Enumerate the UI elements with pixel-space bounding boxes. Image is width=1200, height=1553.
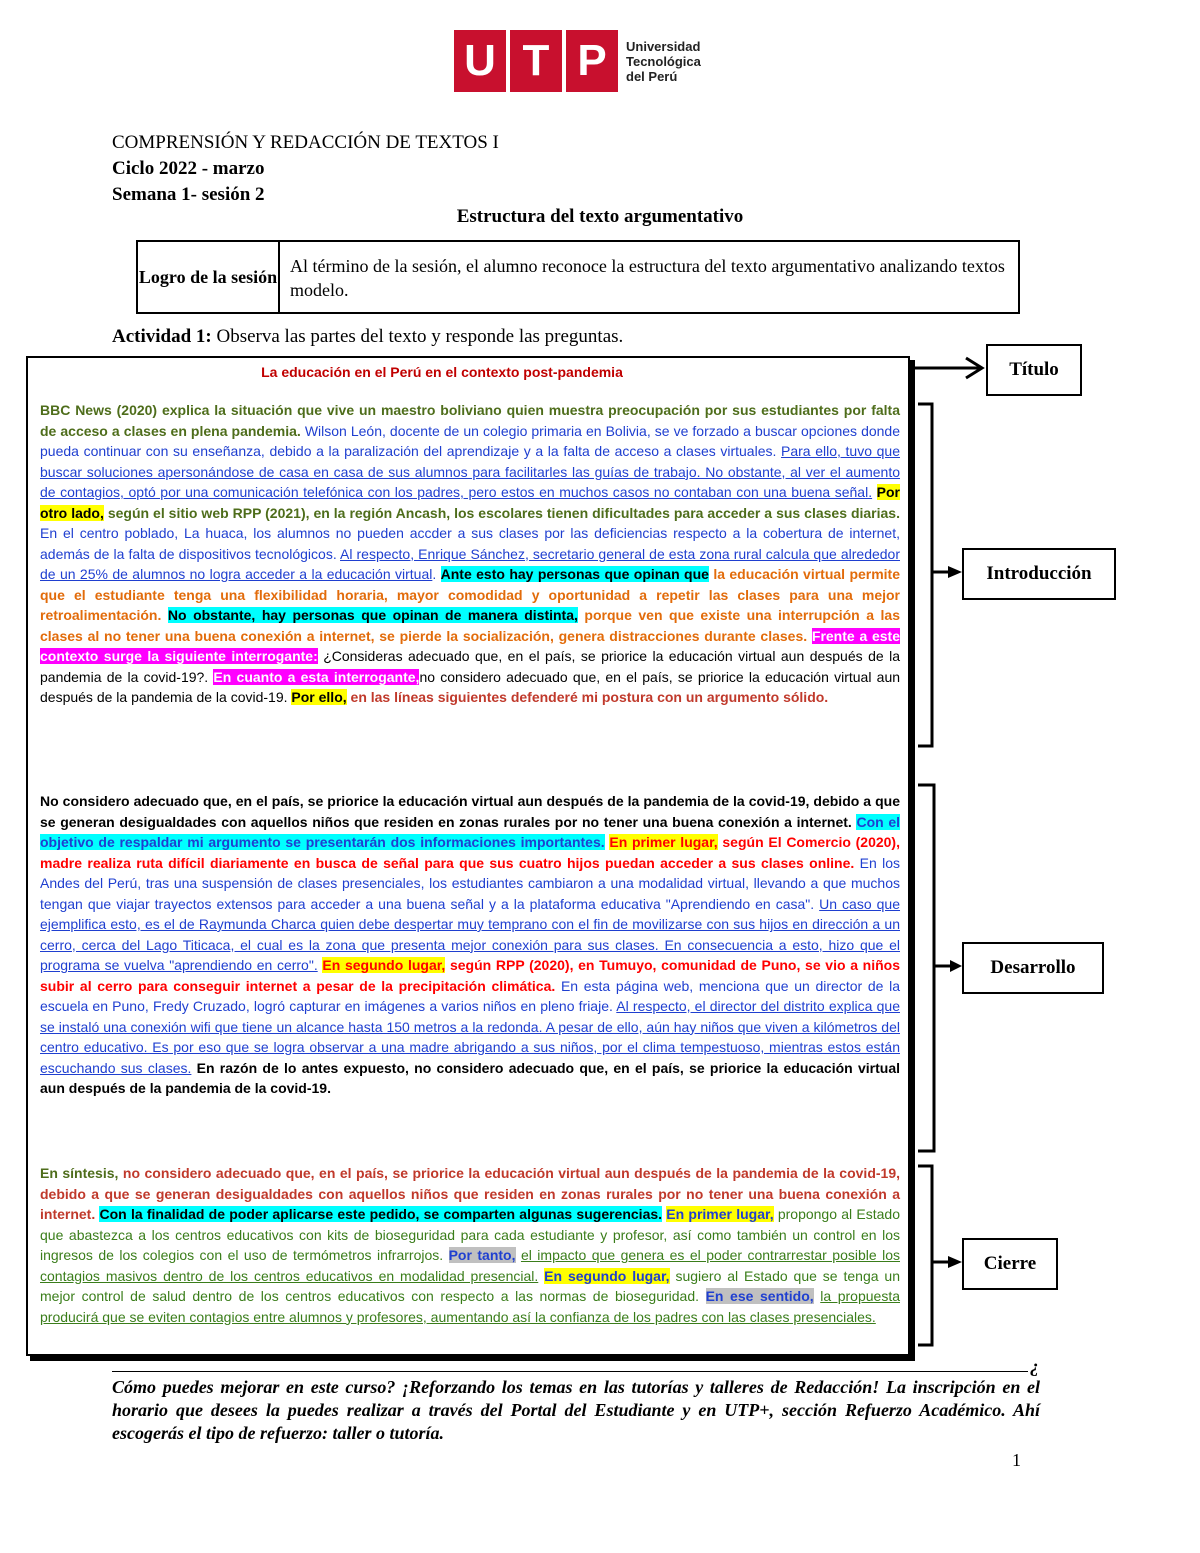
footer-question-mark: ¿ [1030,1356,1039,1376]
logo-letter-u: U [454,30,506,92]
page-subtitle: Estructura del texto argumentativo [456,206,744,227]
arrow-head-icon [950,960,962,972]
text-segment: Un caso que ejemplifica esto, es el de Raymunda Charca quien debe despertar muy temprano con el fin de movilizarse con sus hijos en dirección a un cerro, cerca del Lago Titicaca, el cual es la zona que presenta mejor conexión para sus clases. En consecuencia a esto, hizo que el programa se vuelva "aprendiendo en cerro". [40,895,901,973]
label-introduccion: Introducción [962,548,1116,600]
text-segment: BBC News (2020) explica la situación que vive un maestro boliviano quien muestra preocupación por sus estudiantes por falta de acceso a clases en plena pandemia. [40,402,900,439]
text-segment: En síntesis, [40,1165,119,1181]
text-segment: en las líneas siguientes defenderé mi postura con un argumento sólido. [346,689,829,705]
text-segment: porque ven que existe una interrupción a las clases al no tener una buena conexión a internet, se pierde la socialización, genera distracciones durante clases. [40,607,900,644]
label-cierre: Cierre [962,1238,1058,1290]
logo-letter-t: T [510,30,562,92]
intro-bracket [918,404,932,746]
text-segment: ¿Consideras adecuado que, en el país, se priorice la educación virtual aun después de la pandemia de la covid-19?. [40,648,900,685]
cycle: Ciclo 2022 - marzo [112,158,265,179]
connector-highlight: Por otro lado, [40,484,900,521]
logo-name-line: del Perú [626,69,678,84]
page-number: 1 [1012,1450,1021,1470]
label-titulo: Título [986,344,1082,396]
text-segment: No considero adecuado que, en el país, se priorice la educación virtual aun después de la pandemia de la covid-19, debido a que se generan desigualdades con aquellos niños que residen en zonas rurales por no tener una buena conexión a internet. [40,793,900,830]
text-segment: según El Comercio (2020), madre realiza ruta difícil diariamente en busca de señal para que sus cuatro hijos puedan acceder a sus clases online. [40,834,900,871]
week-session: Semana 1- sesión 2 [112,184,265,205]
closing-bracket [918,1166,932,1345]
activity-label: Actividad 1: [112,326,212,347]
connector-highlight: Ante esto hay personas que opinan que [440,566,709,582]
course-title: COMPRENSIÓN Y REDACCIÓN DE TEXTOS I [112,132,499,153]
text-segment: En el centro poblado, La huaca, los alumnos no pueden accder a sus clases por las deficiencias respecto a la cobertura de internet, además de la falta de dispositivos tecnológicos. [40,525,900,562]
logro-text: Al término de la sesión, el alumno reconoce la estructura del texto argumentativo analizando textos modelo. [290,256,1005,300]
text-segment: propongo al Estado que abastezca a los centros educativos con kits de bioseguridad para cada estudiante y profesor, así como también un control en los ingresos de los colegios con el uso de termómetros infrarrojos. [40,1206,900,1263]
logo-name-line: Tecnológica [626,54,701,69]
connector-highlight: En primer lugar, [609,834,718,850]
text-segment: sugiero al Estado que se tenga un mejor control de salud dentro de los centros educativos con respecto a las normas de bioseguridad. [40,1267,900,1304]
text-segment: no considero adecuado que, en el país, se priorice la educación virtual aun después de la pandemia de la covid-19. [40,668,901,705]
footer-rule [112,1371,1028,1372]
arrow-head-icon [948,1256,962,1268]
text-title: La educación en el Perú en el contexto post-pandemia [261,364,623,380]
text-segment: En razón de lo antes expuesto, no considero adecuado que, en el país, se priorice la educación virtual aun después de la pandemia de la covid-19. [40,1059,900,1096]
logro-label: Logro de la sesión [138,242,280,312]
label-desarrollo: Desarrollo [962,942,1104,994]
text-segment: según el sitio web RPP (2021), en la región Ancash, los escolares tienen dificultades para acceder a sus clases diarias. [103,504,900,521]
text-segment: la educación virtual permite que el estudiante tenga una flexibilidad horaria, mayor comodidad y oportunidad a repetir las clases para una mejor retroalimentación. [40,566,901,623]
text-segment: Al respecto, el director del distrito explica que se instaló una conexión wifi que tiene un alcance hasta 150 metros a la redonda. A pesar de ello, aún hay niños que viven a kilómetros del centro educativo. Es por eso que se logra observar a una madre abrigando a sus niños, por el clima tempestuoso, mientras estos están escuchando sus clases. [40,998,900,1076]
activity-instruction: Observa las partes del texto y responde las preguntas. [216,326,624,347]
text-segment: En esta página web, menciona que un director de la escuela en Puno, Fredy Cruzado, logró capturar en imágenes a varios niños en pleno friaje. [40,977,900,1014]
development-bracket [918,785,934,1151]
text-segment: Al respecto, Enrique Sánchez, secretario general de esta zona rural calcula que alrededor de un 25% de alumnos no logra acceder a la educación virtual [40,545,900,582]
connector-highlight: Por tanto, [448,1247,516,1263]
text-segment: la propuesta producirá que se eviten contagios entre alumnos y profesores, aumentando así la confianza de los padres con las clases presenciales. [40,1288,900,1325]
text-segment: Para ello, tuvo que buscar soluciones apersonándose de casa en casa de sus alumnos para facilitarles las guías de trabajo. No obstante, al ver el aumento de contagios, optó por una comunicación telefónica con los padres, pero estos en muchos casos no contaban con una buena señal. [40,443,900,500]
connector-highlight: No obstante, hay personas que opinan de manera distinta, [167,607,578,623]
connector-highlight: En ese sentido, [705,1288,814,1304]
logo-name-line: Universidad [626,39,701,54]
connector-highlight: Frente a este contexto surge la siguiente interrogante: [40,627,901,664]
footer-note: Cómo puedes mejorar en este curso? ¡Reforzando los temas en las tutorías y talleres de Redacción! La inscripción en el horario que desees la puedes realizar a través del Portal del Estudiante y en UTP+, sección Refuerzo Académico. Ahí escogerás el tipo de refuerzo: taller o tutoría. [112,1377,1040,1443]
connector-highlight: Por ello, [291,689,347,705]
connector-highlight: Con la finalidad de poder aplicarse este pedido, se comparten algunas sugerencias. [99,1206,663,1222]
text-segment: según RPP (2020), en Tumuyo, comunidad de Puno, se vio a niños subir al cerro para conseguir internet a pesar de la precipitación climática. [40,957,900,994]
connector-highlight: En cuanto a esta interrogante, [213,668,420,685]
arrow-head-icon [948,566,962,578]
text-segment: no considero adecuado que, en el país, se priorice la educación virtual aun después de la pandemia de la covid-19, debido a que se generan desigualdades con aquellos niños que residen en zonas rurales por no tener una buena conexión a internet. [40,1165,900,1222]
connector-highlight: En segundo lugar, [544,1267,670,1284]
text-segment: el impacto que genera es el poder contrarrestar posible los contagios masivos dentro de los centros educativos en modalidad presencial. [40,1247,900,1284]
connector-highlight: En primer lugar, [666,1206,774,1222]
text-segment: . [432,566,441,582]
text-segment: Wilson León, docente de un colegio primaria en Bolivia, se ve forzado a buscar opciones donde pueda continuar con su enseñanza, debido a la paralización del aprendizaje y a la falta de acceso a clases virtuales. [40,422,900,459]
connector-highlight: En segundo lugar, [322,957,446,973]
logo-letter-p: P [566,30,618,92]
connector-highlight: Con el objetivo de respaldar mi argumento se presentarán dos informaciones importantes. [40,813,900,850]
text-segment: En los Andes del Perú, tras una suspensión de clases presenciales, los estudiantes cambiaron a una modalidad virtual, llevando a que muchos tengan que viajar trayectos extensos para acceder a una buena señal y a la plataforma educativa "Aprendiendo en casa". [40,854,900,912]
